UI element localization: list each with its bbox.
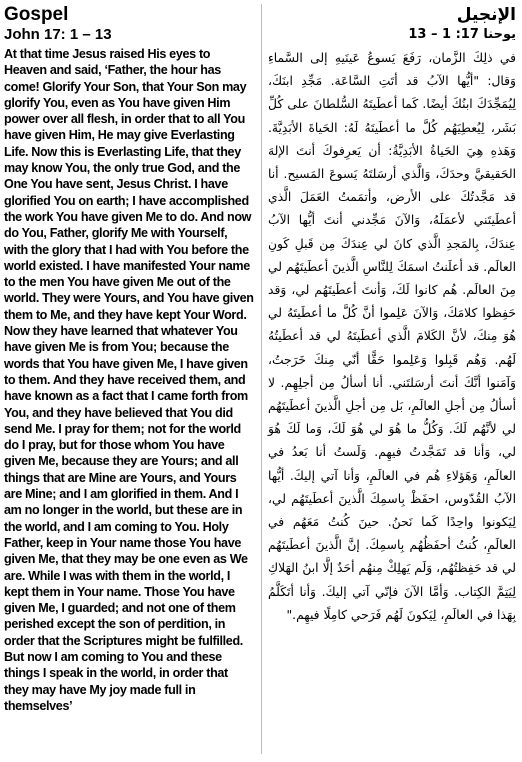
english-reading-text: At that time Jesus raised His eyes to Heaven and said, ‘Father, the hour has come! Glorify Your Son, that Your Son may glorify You, even as You have given Him power over all flesh, in order that to all You have given Him, He may give Everlasting Life. Now this is Everlasting Life, that they may know You, the only true God, and the One You have sent, Jesus Christ. I have glorified You on earth; I have accomplished the work You have given Me to do. And now do You, Father, glorify Me with Yourself, with the glory that I had with You before the world existed. I have manifested Your name to the men You have given Me out of the world. They were Yours, and You have given them to Me, and they have kept Your Word. Now they have learned that whatever You have given Me is from You; because the words that You have given Me, I have given to them. And they have received them, and have known as a fact that I came forth from You, and they have believed that You did send Me. I pray for them; not for the world do I pray, but for those whom You have given Me, because they are Yours; and all things that are Mine are Yours, and Yours are Mine; and I am glorified in them. And I am no longer in the world, but these are in the world, and I am coming to You. Holy Father, keep in Your name those You have given Me, that they may be one even as We are. While I was with them in the world, I kept them in Your name. Those You have given Me, I guarded; and not one of them perished except the son of perdition, in order that the Scriptures might be fulfilled. But now I am coming to You and these things I speak in the world, in order that they may have My joy made full in themselves’ xyxy=(4,47,254,713)
arabic-column xyxy=(268,4,516,627)
arabic-reference: يوحنا 17: 1 – 13 xyxy=(408,27,516,42)
column-divider xyxy=(261,4,262,754)
arabic-title: الإنجيل xyxy=(456,5,516,25)
english-column xyxy=(4,4,254,714)
arabic-reading-text: في ذلِكَ الزَّمان، رَفَعَ يَسوعُ عَينَيهِ إلى السَّماءِ وَقال: "أيُّها الآبُ قد أتَتِ السَّاعَة. مَجِّدِ ابنَكَ، لِيُمَجِّدَكَ ابنُكَ أيضًا. كَما أعطَيتَهُ السُّلطانَ على كُلِّ بَشَر، لِيُعطِيَهُم كُلَّ ما أعطَيتَهُ لَهُ: الحَياةَ الأبَدِيَّةَ. وَهَذهِ هِيَ الحَياةُ الأبَدِيَّةُ: أن يَعرِفوكَ أنتَ الإلهَ الحَقيقيَّ وحدَكَ، وَالَّذي أرسَلتَهُ يَسوعَ المَسيح. أنا قد مَجَّدتُكَ على الأرض، وأتمَمتُ العَمَلَ الَّذي أعطَيتَني لأعمَلَهُ، وَالآنَ مَجِّدني أنتَ أيُّها الآبُ عِندَكَ، بِالمَجدِ الَّذي كانَ لي عِندَكَ مِن قَبلِ كَونِ العالَم. قد أعلَنتُ اسمَكَ لِلنَّاسِ الَّذينَ أعطَيتَهُم لي مِنَ العالَم. هُم كانوا لَكَ، وَأنتَ أعطَيتَهُم لي، وَقد حَفِظوا كلامَكَ، وَالآنَ عَلِموا أنَّ كُلَّ ما أعطَيتَهُ لي هُوَ مِنكَ، لأنَّ الكَلامَ الَّذي أعطَيتَهُ لي قد أعطَيتُهُ لَهُم. وَهُم قَبِلوا وَعَلِموا حَقًّا أنّي مِنكَ خَرَجتُ، وَآمَنوا أنَّكَ أنتَ أرسَلتَني. أنا أسألُ مِن أجلِهِم. لا أسألُ مِن أجلِ العالَمِ، بَل مِن أجلِ الَّذينَ أعطَيتَهُم لي لأنَّهُم لَكَ. وَكُلُّ ما هُوَ لي هُوَ لَكَ، وَما لَكَ هُوَ لي، وَأنا قد تَمَجَّدتُ فيهِم. وَلَستُ أنا بَعدُ في العالَمِ، وَهَؤلاءِ هُم في العالَمِ، وَأنا آتي إليكَ. أيُّها الآبُ القُدّوس، احفَظْ بِاسمِكَ الَّذينَ أعطَيتَهُم لي، لِيَكونوا واحِدًا كَما نَحنُ. حينَ كُنتُ مَعَهُم في العالَمِ، كُنتُ أحفَظُهُم بِاسمِكَ. إنَّ الَّذينَ أعطَيتَهُم لي قد حَفِظتُهُم، وَلَم يَهلِكْ مِنهُم أحَدٌ إلَّا ابنُ الهَلاكِ لِيَتِمَّ الكِتاب. وَأمَّا الآنَ فإنّي آتي إليكَ. وَأنا أتَكَلَّمُ بِهَذا في العالَمِ، لِيَكونَ لَهُم فَرَحي كامِلًا فيهِم." xyxy=(268,51,516,622)
english-reference: John 17: 1 – 13 xyxy=(4,26,112,43)
english-title: Gospel xyxy=(4,4,69,25)
